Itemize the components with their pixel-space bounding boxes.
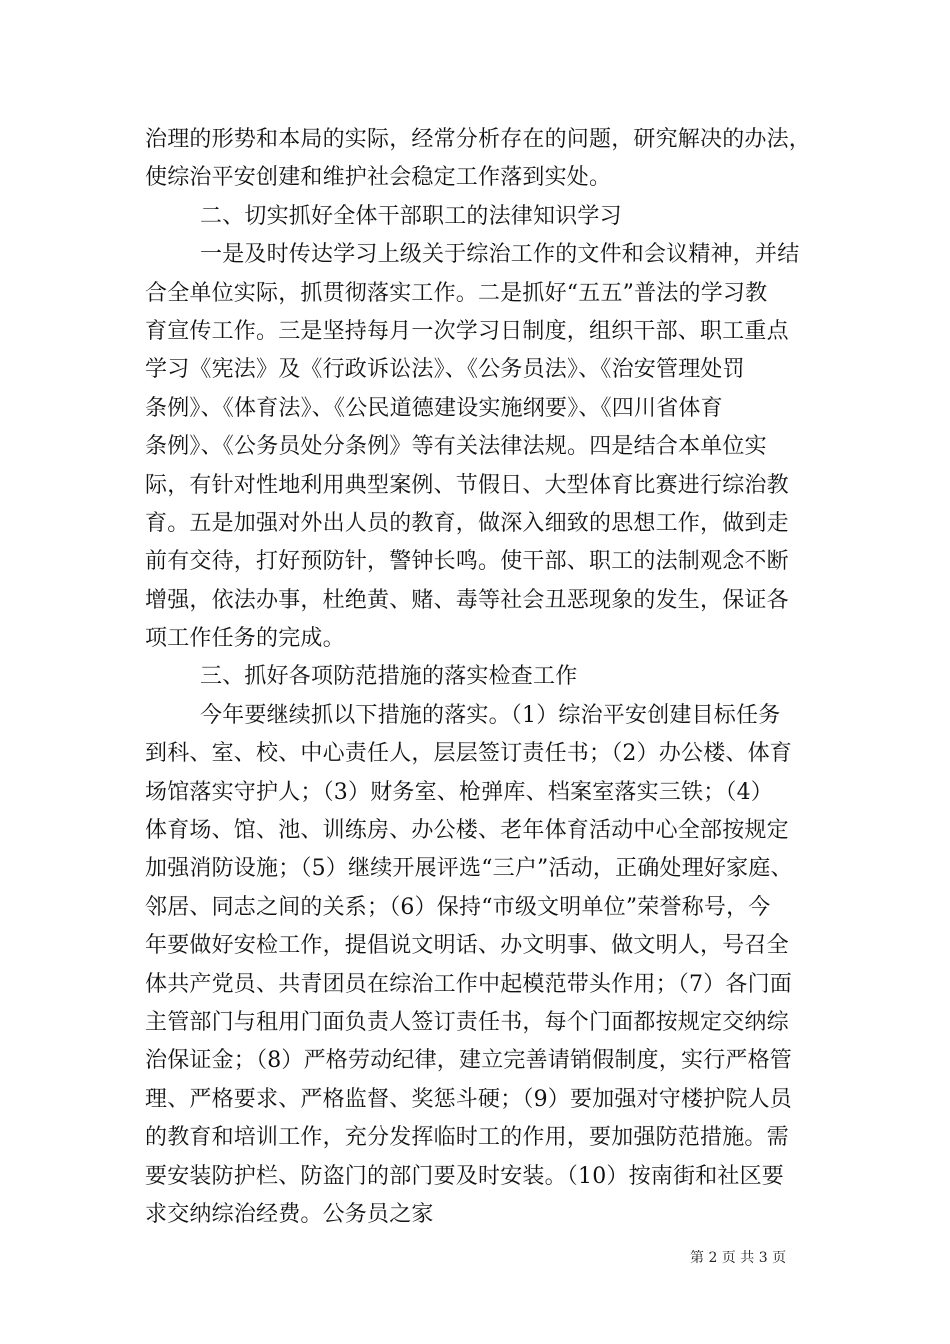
text-line: 治保证金；（8）严格劳动纪律，建立完善请销假制度，实行严格管 [145,1048,792,1074]
section-heading: 三、抓好各项防范措施的落实检查工作 [200,664,578,690]
section-heading: 二、切实抓好全体干部职工的法律知识学习 [200,203,622,229]
text-line: 使综治平安创建和维护社会稳定工作落到实处。 [145,165,612,191]
text-line: 项工作任务的完成。 [145,626,345,652]
text-line: 的教育和培训工作，充分发挥临时工的作用，要加强防范措施。需 [145,1125,789,1151]
text-line: 育宣传工作。三是坚持每月一次学习日制度，组织干部、职工重点 [145,318,789,344]
text-line: 今年要继续抓以下措施的落实。（1）综治平安创建目标任务 [200,702,781,728]
text-line: 体育场、馆、池、训练房、办公楼、老年体育活动中心全部按规定 [145,818,789,844]
text-line: 条例》、《公务员处分条例》等有关法律法规。四是结合本单位实 [145,434,767,460]
text-line: 理、严格要求、严格监督、奖惩斗硬；（9）要加强对守楼护院人员 [145,1086,792,1112]
text-line: 育。五是加强对外出人员的教育，做深入细致的思想工作，做到走 [145,510,789,536]
text-line: 增强，依法办事，杜绝黄、赌、毒等社会丑恶现象的发生，保证各 [145,587,789,613]
page-number: 第 2 页 共 3 页 [690,1250,787,1266]
text-line: 主管部门与租用门面负责人签订责任书，每个门面都按规定交纳综 [145,1009,789,1035]
text-line: 体共产党员、共青团员在综治工作中起模范带头作用；（7）各门面 [145,971,792,997]
text-line: 场馆落实守护人；（3）财务室、枪弹库、档案室落实三铁；（4） [145,779,773,805]
text-line: 求交纳综治经费。公务员之家 [145,1201,434,1227]
text-line: 一是及时传达学习上级关于综治工作的文件和会议精神，并结 [200,242,800,268]
body-text [145,121,825,1234]
text-line: 要安装防护栏、防盗门的部门要及时安装。（10）按南街和社区要 [145,1163,784,1189]
text-line: 年要做好安检工作，提倡说文明话、办文明事、做文明人，号召全 [145,933,789,959]
text-line: 前有交待，打好预防针，警钟长鸣。使干部、职工的法制观念不断 [145,549,789,575]
text-line: 到科、室、校、中心责任人，层层签订责任书；（2）办公楼、体育 [145,741,792,767]
text-line: 际，有针对性地利用典型案例、节假日、大型体育比赛进行综治教 [145,472,789,498]
text-line: 合全单位实际，抓贯彻落实工作。二是抓好“五五”普法的学习教 [145,280,768,306]
text-line: 条例》、《体育法》、《公民道德建设实施纲要》、《四川省体育 [145,395,723,421]
text-line: 邻居、同志之间的关系；（6）保持“市级文明单位”荣誉称号，今 [145,894,771,920]
text-line: 学习《宪法》及《行政诉讼法》、《公务员法》、《治安管理处罚 [145,357,745,383]
text-line: 加强消防设施；（5）继续开展评选“三户”活动，正确处理好家庭、 [145,856,793,882]
text-line: 治理的形势和本局的实际，经常分析存在的问题，研究解决的办法， [145,127,812,152]
